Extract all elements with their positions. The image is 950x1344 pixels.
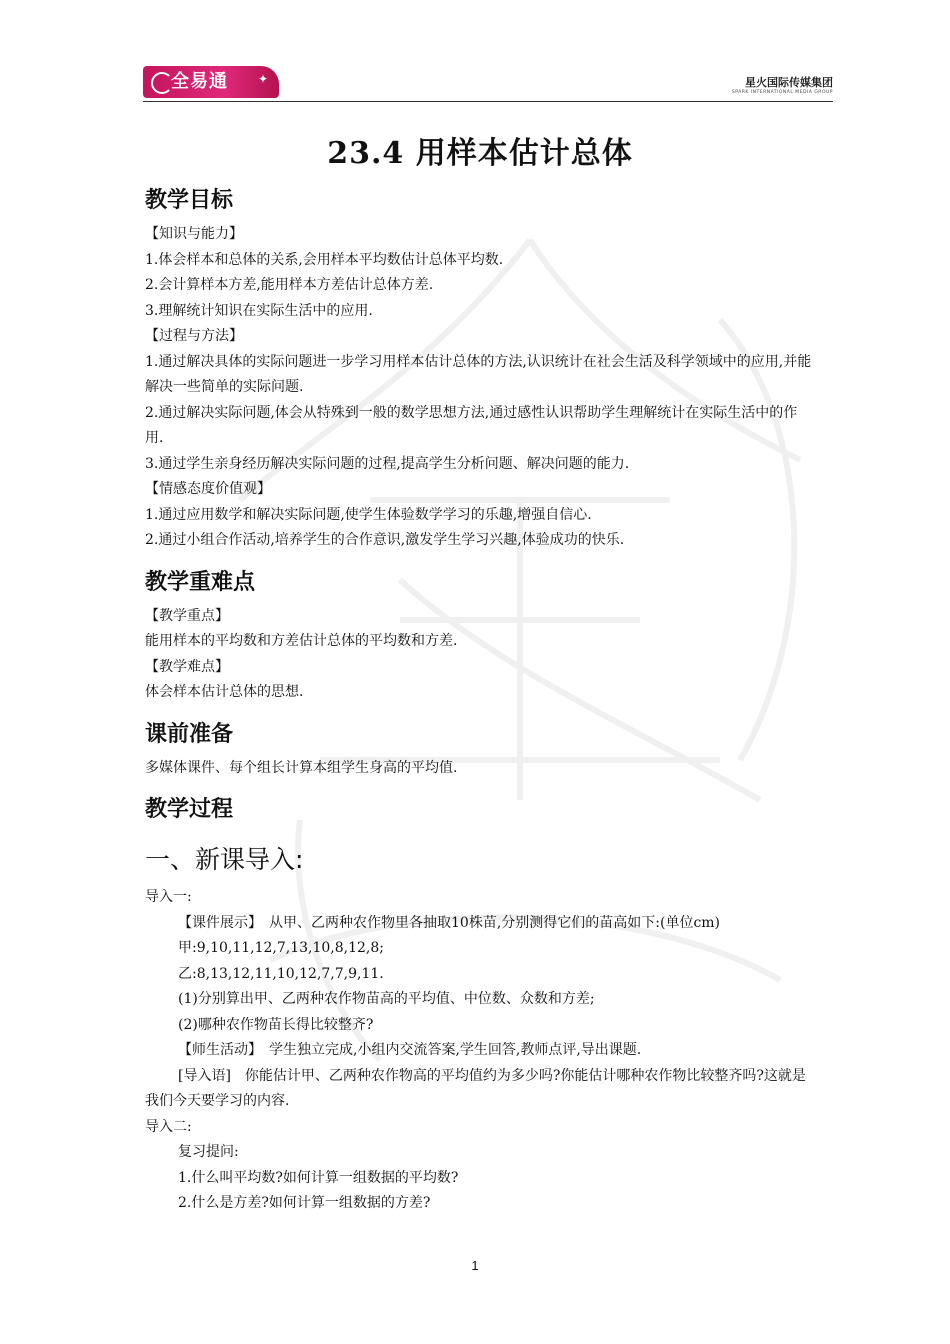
publisher-brand <box>732 74 833 95</box>
section-heading-key-points: 教学重难点 <box>145 569 256 595</box>
review-q2: 2.什么是方差?如何计算一组数据的方差? <box>178 1195 431 1211</box>
data-jia: 甲:9,10,11,12,7,13,10,8,12,8; <box>178 940 385 956</box>
label-focus: 【教学重点】 <box>145 607 229 624</box>
section-heading-process: 教学过程 <box>145 797 234 822</box>
goal-k3: 3.理解统计知识在实际生活中的应用. <box>145 302 373 319</box>
goal-p1: 1.通过解决具体的实际问题进一步学习用样本估计总体的方法,认识统计在社会生活及科学领域中的应用,并能解决一些简单的实际问题. <box>145 353 812 395</box>
document-title: 23.4 用样本估计总体 <box>327 136 633 171</box>
label-emotion: 【情感态度价值观】 <box>145 481 271 497</box>
label-difficulty: 【教学难点】 <box>145 658 229 675</box>
page-number: 1 <box>471 1258 479 1273</box>
section-heading-goals: 教学目标 <box>145 188 234 213</box>
difficulty-text: 体会样本估计总体的思想. <box>145 684 304 700</box>
lead-text: [导入语] 你能估计甲、乙两种农作物高的平均值约为多少吗?你能估计哪种农作物比较整齐吗?这就是我们今天要学习的内容. <box>145 1067 806 1109</box>
section-heading-prep: 课前准备 <box>145 721 234 747</box>
goal-e1: 1.通过应用数学和解决实际问题,使学生体验数学学习的乐趣,增强自信心. <box>145 506 592 523</box>
logo-swirl-icon <box>151 72 173 94</box>
activity-text: 【师生活动】 学生独立完成,小组内交流答案,学生回答,教师点评,导出课题. <box>178 1042 642 1058</box>
data-yi: 乙:8,13,12,11,10,12,7,7,9,11. <box>178 965 384 982</box>
intro1-label: 导入一: <box>145 889 192 905</box>
page-header <box>143 66 833 102</box>
goal-k1: 1.体会样本和总体的关系,会用样本平均数估计总体平均数. <box>145 251 504 268</box>
prep-text: 多媒体课件、每个组长计算本组学生身高的平均值. <box>145 759 458 776</box>
star-icon: ✦ <box>257 72 269 86</box>
question-1: (1)分别算出甲、乙两种农作物苗高的平均值、中位数、众数和方差; <box>178 991 595 1007</box>
intro2-label: 导入二: <box>145 1118 192 1135</box>
question-2: (2)哪种农作物苗长得比较整齐? <box>178 1016 374 1033</box>
goal-e2: 2.通过小组合作活动,培养学生的合作意识,激发学生学习兴趣,体验成功的快乐. <box>145 532 625 548</box>
courseware-text: 【课件展示】 从甲、乙两种农作物里各抽取10株苗,分别测得它们的苗高如下:(单位cm) <box>178 914 721 931</box>
document-body <box>145 128 815 1217</box>
header-divider <box>143 101 833 102</box>
goal-p3: 3.通过学生亲身经历解决实际问题的过程,提高学生分析问题、解决问题的能力. <box>145 455 630 472</box>
logo-text: 全易通 <box>171 71 228 92</box>
label-knowledge: 【知识与能力】 <box>145 226 243 242</box>
brand-logo <box>143 66 279 98</box>
label-process: 【过程与方法】 <box>145 328 243 344</box>
goal-k2: 2.会计算样本方差,能用样本方差估计总体方差. <box>145 277 434 293</box>
publisher-name-en: SPARK INTERNATIONAL MEDIA GROUP <box>731 90 833 95</box>
publisher-name: 星火国际传媒集团 <box>745 76 833 89</box>
subheading-new-lesson: 一、新课导入: <box>145 845 304 874</box>
focus-text: 能用样本的平均数和方差估计总体的平均数和方差. <box>145 633 458 649</box>
review-q1: 1.什么叫平均数?如何计算一组数据的平均数? <box>178 1169 459 1186</box>
review-label: 复习提问: <box>178 1144 239 1160</box>
goal-p2: 2.通过解决实际问题,体会从特殊到一般的数学思想方法,通过感性认识帮助学生理解统计在实际生活中的作用. <box>145 404 798 446</box>
